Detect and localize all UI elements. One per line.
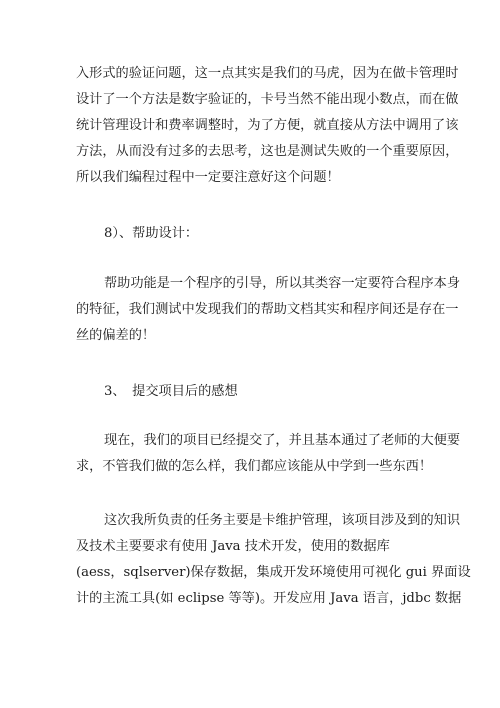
paragraph-line: 求，不管我们做的怎么样，我们都应该能从中学到一些东西！ [76, 459, 433, 474]
paragraph-line: 这次我所负责的任务主要是卡维护管理，该项目涉及到的知识 [104, 513, 461, 528]
paragraph-line: 丝的偏差的！ [76, 328, 156, 343]
paragraph-line: 的特征，我们测试中发现我们的帮助文档其实和程序间还是存在一 [76, 302, 459, 317]
paragraph-line: 统计管理设计和费率调整时，为了方便，就直接从方法中调用了该 [76, 118, 459, 133]
section-heading-help-design: 8）、帮助设计： [104, 226, 199, 241]
paragraph-line: 计的主流工具(如 eclipse 等等)。开发应用 Java 语言，jdbc 数据 [76, 591, 462, 606]
paragraph-line: 方法，从而没有过多的去思考，这也是测试失败的一个重要原因， [76, 144, 459, 159]
paragraph-line: 及技术主要要求有使用 Java 技术开发，使用的数据库 [76, 539, 390, 554]
paragraph-line: 设计了一个方法是数字验证的，卡号当然不能出现小数点，而在做 [76, 92, 459, 107]
paragraph-card-maintenance [76, 508, 471, 612]
paragraph-help-function [76, 271, 461, 349]
paragraph-line: 现在，我们的项目已经提交了，并且基本通过了老师的大便要 [104, 433, 461, 448]
paragraph-line: (aess，sqlserver)保存数据，集成开发环境使用可视化 gui 界面设 [76, 565, 471, 580]
paragraph-validation-issue [76, 61, 459, 191]
paragraph-project-submitted [76, 428, 461, 480]
section-heading-project-reflection: 3、 提交项目后的感想 [104, 384, 238, 399]
paragraph-line: 帮助功能是一个程序的引导，所以其类容一定要符合程序本身 [104, 276, 461, 291]
paragraph-line: 所以我们编程过程中一定要注意好这个问题！ [76, 170, 340, 185]
paragraph-line: 入形式的验证问题，这一点其实是我们的马虎，因为在做卡管理时 [76, 66, 459, 81]
